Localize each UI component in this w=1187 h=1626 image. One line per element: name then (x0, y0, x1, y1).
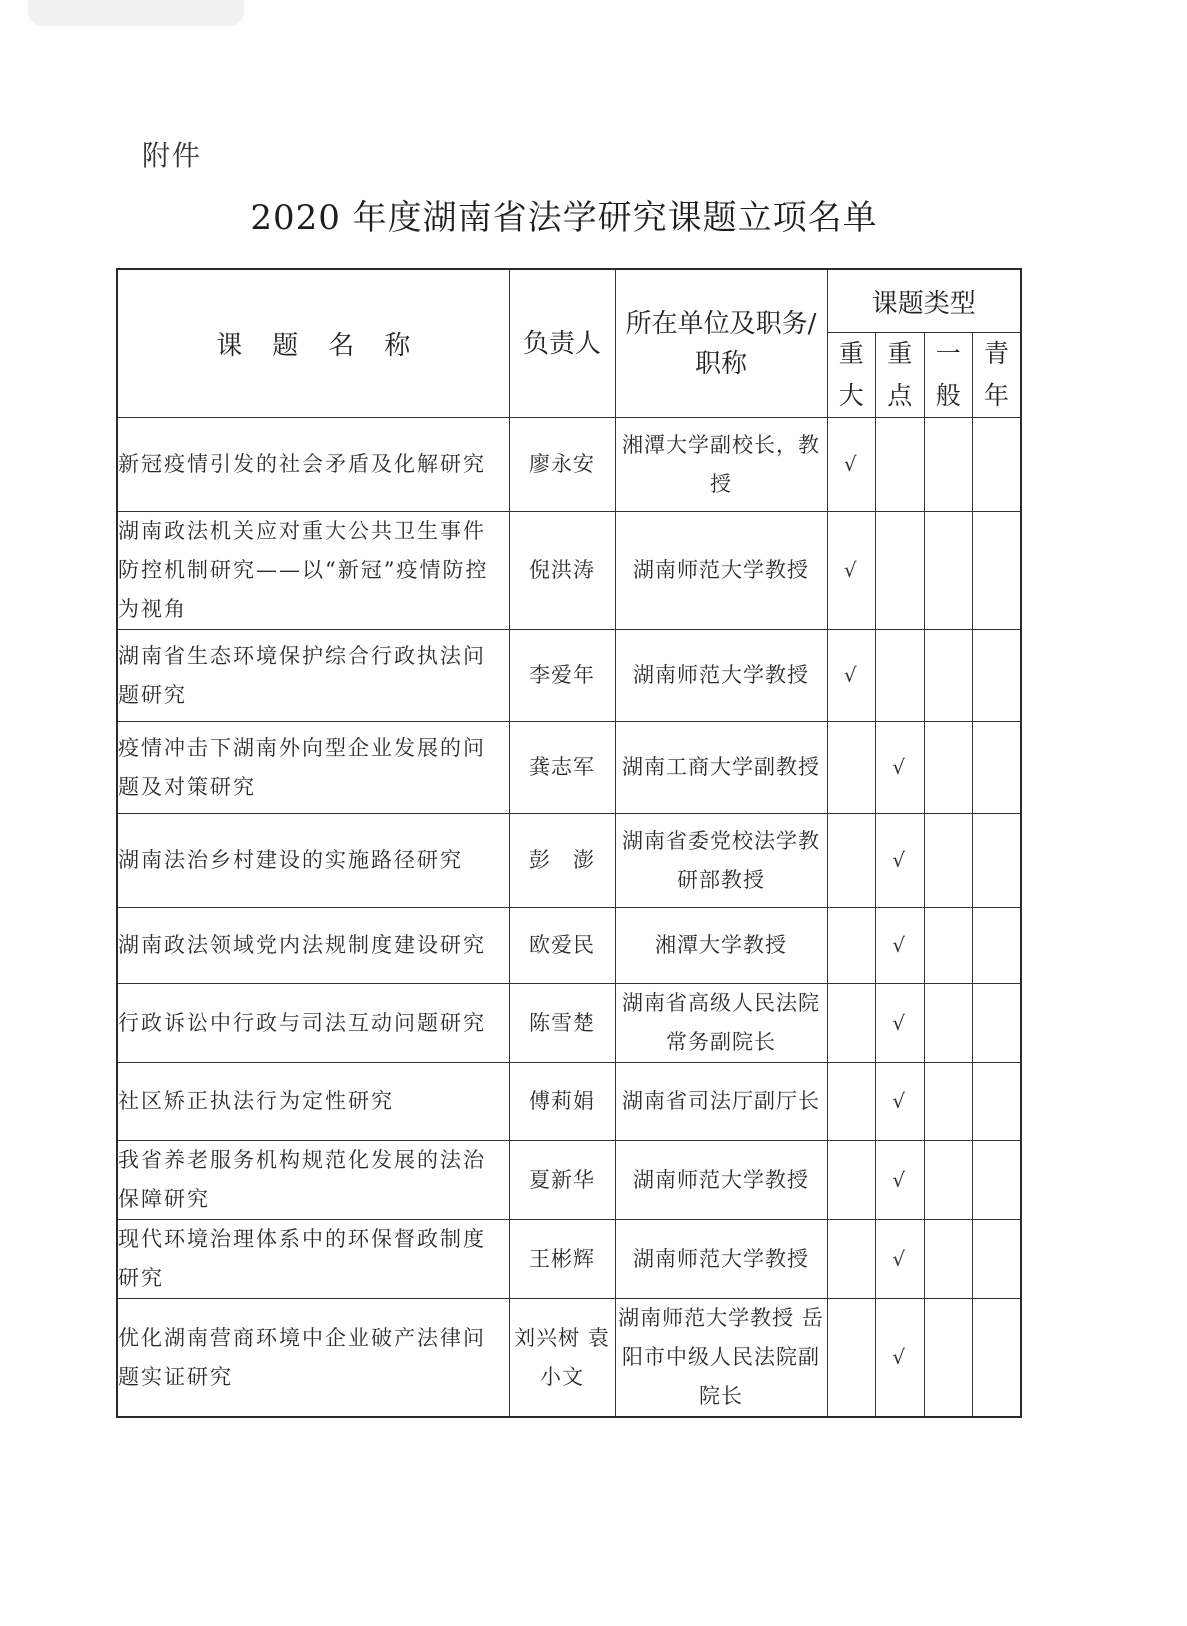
unit-cell: 湖南省委党校法学教研部教授 (615, 814, 827, 908)
check-mark-icon: √ (892, 1345, 908, 1369)
leader-cell: 彭 澎 (509, 814, 615, 908)
type-youth-cell (973, 908, 1022, 984)
table-row (117, 984, 1021, 1063)
unit-cell: 湘潭大学教授 (615, 908, 827, 984)
unit-cell: 湖南师范大学教授 (615, 1220, 827, 1299)
table-row (117, 1063, 1021, 1141)
type-key-cell (876, 814, 925, 908)
project-list-table (116, 268, 1022, 1418)
unit-cell: 湖南师范大学教授 (615, 630, 827, 722)
type-major-cell (827, 1063, 876, 1141)
type-youth-cell (973, 722, 1022, 814)
table-row (117, 722, 1021, 814)
type-general-cell (924, 512, 973, 630)
project-name-cell: 湖南省生态环境保护综合行政执法问题研究 (117, 630, 509, 722)
type-general-cell (924, 1141, 973, 1220)
header-leader: 负责人 (509, 269, 615, 418)
header-unit: 所在单位及职务/职称 (615, 269, 827, 418)
project-name-cell: 社区矫正执法行为定性研究 (117, 1063, 509, 1141)
type-youth-cell (973, 984, 1022, 1063)
type-key-cell (876, 984, 925, 1063)
check-mark-icon: √ (843, 663, 859, 687)
table-row (117, 1141, 1021, 1220)
type-youth-cell (973, 630, 1022, 722)
type-major-cell (827, 1141, 876, 1220)
scan-edge-tab (28, 0, 244, 26)
table-row (117, 814, 1021, 908)
project-name-cell: 湖南政法机关应对重大公共卫生事件防控机制研究——以“新冠”疫情防控为视角 (117, 512, 509, 630)
leader-cell: 龚志军 (509, 722, 615, 814)
project-name-cell: 疫情冲击下湖南外向型企业发展的问题及对策研究 (117, 722, 509, 814)
type-general-cell (924, 1299, 973, 1418)
check-mark-icon: √ (843, 452, 859, 476)
type-general-cell (924, 984, 973, 1063)
type-key-cell (876, 1063, 925, 1141)
type-major-cell (827, 722, 876, 814)
type-key-cell (876, 908, 925, 984)
type-youth-cell (973, 512, 1022, 630)
type-major-cell (827, 814, 876, 908)
header-project-type: 课题类型 (827, 269, 1021, 333)
table-row (117, 1299, 1021, 1418)
type-general-cell (924, 630, 973, 722)
attachment-label: 附件 (142, 139, 203, 172)
project-name-cell: 我省养老服务机构规范化发展的法治保障研究 (117, 1141, 509, 1220)
type-general-cell (924, 1220, 973, 1299)
unit-cell: 湖南师范大学教授 (615, 1141, 827, 1220)
leader-cell: 廖永安 (509, 418, 615, 512)
leader-cell: 李爱年 (509, 630, 615, 722)
check-mark-icon: √ (892, 1010, 908, 1035)
type-general-cell (924, 908, 973, 984)
type-key-cell (876, 418, 925, 512)
project-name-cell: 湖南法治乡村建设的实施路径研究 (117, 814, 509, 908)
type-major-cell (827, 1299, 876, 1418)
check-mark-icon: √ (843, 558, 859, 582)
unit-cell: 湖南师范大学教授 (615, 512, 827, 630)
leader-cell: 欧爱民 (509, 908, 615, 984)
leader-cell: 刘兴树 袁小文 (509, 1299, 615, 1418)
project-name-cell: 湖南政法领域党内法规制度建设研究 (117, 908, 509, 984)
table-row (117, 418, 1021, 512)
leader-cell: 王彬辉 (509, 1220, 615, 1299)
check-mark-icon: √ (892, 933, 908, 957)
type-key-cell (876, 1141, 925, 1220)
project-name-cell: 优化湖南营商环境中企业破产法律问题实证研究 (117, 1299, 509, 1418)
table-row (117, 512, 1021, 630)
leader-cell: 夏新华 (509, 1141, 615, 1220)
type-key-cell (876, 1299, 925, 1418)
check-mark-icon: √ (892, 1089, 908, 1113)
type-key-cell (876, 630, 925, 722)
unit-cell: 湖南工商大学副教授 (615, 722, 827, 814)
table-row (117, 1220, 1021, 1299)
check-mark-icon: √ (892, 755, 908, 779)
header-type-major: 重大 (827, 333, 876, 418)
leader-cell: 倪洪涛 (509, 512, 615, 630)
type-general-cell (924, 1063, 973, 1141)
header-type-general: 一般 (924, 333, 973, 418)
unit-cell: 湖南省司法厅副厅长 (615, 1063, 827, 1141)
type-general-cell (924, 418, 973, 512)
type-major-cell (827, 512, 876, 630)
type-youth-cell (973, 1299, 1022, 1418)
table-row (117, 908, 1021, 984)
type-major-cell (827, 418, 876, 512)
type-general-cell (924, 814, 973, 908)
type-general-cell (924, 722, 973, 814)
type-key-cell (876, 1220, 925, 1299)
project-name-cell: 现代环境治理体系中的环保督政制度研究 (117, 1220, 509, 1299)
unit-cell: 湘潭大学副校长，教授 (615, 418, 827, 512)
type-youth-cell (973, 1063, 1022, 1141)
project-name-cell: 新冠疫情引发的社会矛盾及化解研究 (117, 418, 509, 512)
unit-cell: 湖南师范大学教授 岳阳市中级人民法院副院长 (615, 1299, 827, 1418)
unit-cell: 湖南省高级人民法院常务副院长 (615, 984, 827, 1063)
header-type-youth: 青年 (973, 333, 1022, 418)
header-type-key: 重点 (876, 333, 925, 418)
header-project-name: 课题名称 (117, 269, 509, 418)
type-major-cell (827, 908, 876, 984)
type-major-cell (827, 630, 876, 722)
type-key-cell (876, 512, 925, 630)
type-key-cell (876, 722, 925, 814)
type-youth-cell (973, 418, 1022, 512)
leader-cell: 傅莉娟 (509, 1063, 615, 1141)
check-mark-icon: √ (892, 1167, 908, 1192)
table-row (117, 630, 1021, 722)
check-mark-icon: √ (892, 848, 908, 872)
type-youth-cell (973, 814, 1022, 908)
type-major-cell (827, 984, 876, 1063)
document-title: 2020 年度湖南省法学研究课题立项名单 (250, 198, 878, 238)
type-youth-cell (973, 1141, 1022, 1220)
project-name-cell: 行政诉讼中行政与司法互动问题研究 (117, 984, 509, 1063)
type-youth-cell (973, 1220, 1022, 1299)
check-mark-icon: √ (892, 1246, 908, 1271)
type-major-cell (827, 1220, 876, 1299)
leader-cell: 陈雪楚 (509, 984, 615, 1063)
